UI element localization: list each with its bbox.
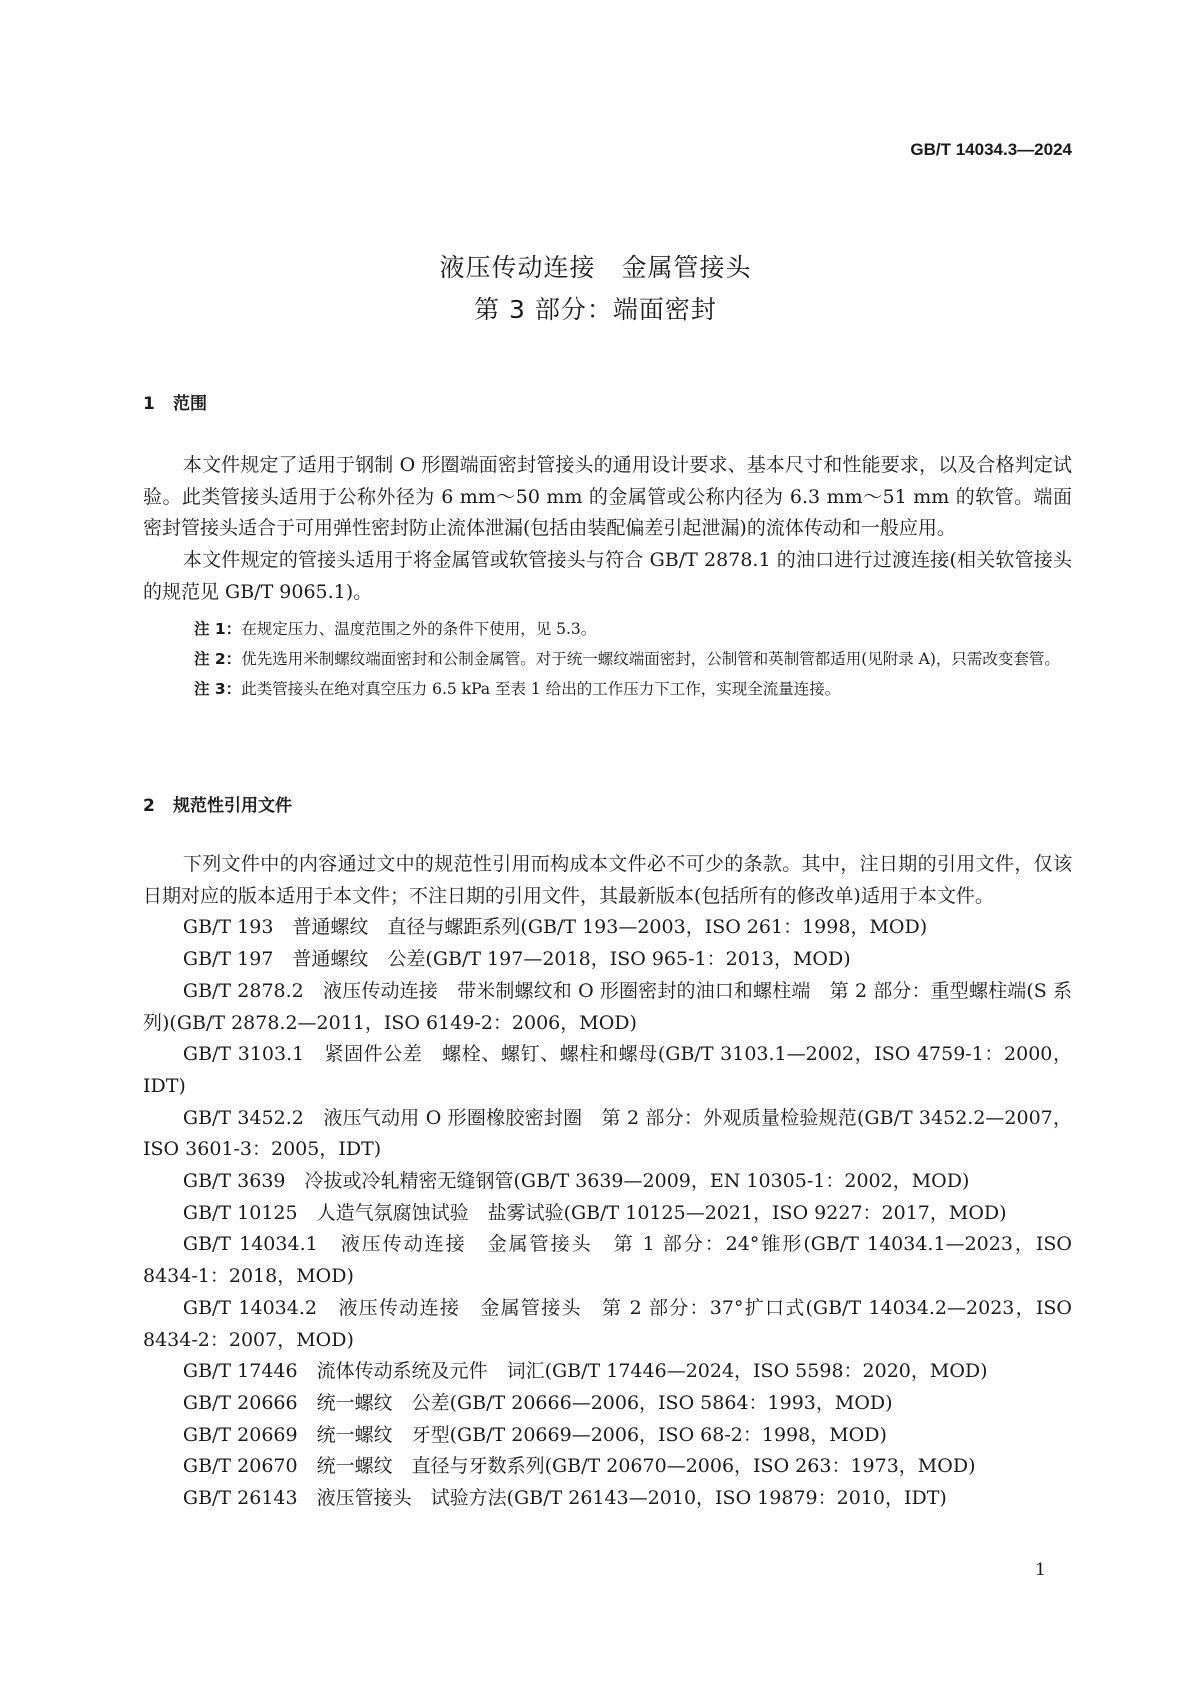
reference-item: GB/T 20669 统一螺纹 牙型(GB/T 20669—2006，ISO 68-2：1998，MOD)	[182, 1423, 887, 1446]
reference-item: GB/T 197 普通螺纹 公差(GB/T 197—2018，ISO 965-1：2013，MOD)	[182, 948, 851, 971]
reference-item: GB/T 3452.2 液压气动用 O 形圈橡胶密封圈 第 2 部分：外观质量检验规范(GB/T 3452.2—2007，ISO 3601-3：2005，IDT)	[143, 1106, 1072, 1161]
paragraph: 本文件规定了适用于钢制 O 形圈端面密封管接头的通用设计要求、基本尺寸和性能要求，以及合格判定试验。此类管接头适用于公称外径为 6 mm～50 mm 的金属管或公称内径为 6.3 mm～51 mm 的软管。端面密封管接头适合于可用弹性密封防止流体泄漏(包括由装配偏差引起泄漏)的流体传动和一般应用。	[143, 454, 1072, 540]
reference-item: GB/T 14034.1 液压传动连接 金属管接头 第 1 部分：24°锥形(GB/T 14034.1—2023，ISO 8434-1：2018，MOD)	[143, 1233, 1072, 1288]
section-title: 规范性引用文件	[173, 796, 292, 816]
section-title: 范围	[173, 394, 207, 414]
section-heading-scope	[143, 389, 207, 414]
note-label: 注 3：	[194, 679, 242, 698]
paragraph: 本文件规定的管接头适用于将金属管或软管接头与符合 GB/T 2878.1 的油口进行过渡连接(相关软管接头的规范见 GB/T 9065.1)。	[143, 549, 1072, 603]
section-heading-normative-references	[143, 791, 292, 816]
note	[143, 645, 1072, 674]
reference-item: GB/T 14034.2 液压传动连接 金属管接头 第 2 部分：37°扩口式(GB/T 14034.2—2023，ISO 8434-2：2007，MOD)	[143, 1296, 1072, 1351]
reference-item: GB/T 17446 流体传动系统及元件 词汇(GB/T 17446—2024，ISO 5598：2020，MOD)	[182, 1360, 988, 1383]
section-number: 2	[143, 796, 155, 816]
note-text: 在规定压力、温度范围之外的条件下使用，见 5.3。	[241, 619, 597, 638]
paragraph: 下列文件中的内容通过文中的规范性引用而构成本文件必不可少的条款。其中，注日期的引用文件，仅该日期对应的版本适用于本文件；不注日期的引用文件，其最新版本(包括所有的修改单)适用于本文件。	[143, 853, 1072, 907]
document-subtitle: 第 3 部分：端面密封	[474, 295, 717, 324]
document-title: 液压传动连接 金属管接头	[439, 253, 752, 282]
note-label: 注 1：	[194, 619, 242, 638]
reference-item: GB/T 3639 冷拔或冷轧精密无缝钢管(GB/T 3639—2009，EN 10305-1：2002，MOD)	[182, 1170, 970, 1193]
references-section-body	[143, 849, 1072, 1515]
note-text: 此类管接头在绝对真空压力 6.5 kPa 至表 1 给出的工作压力下工作，实现全流量连接。	[241, 679, 841, 698]
note-label: 注 2：	[194, 649, 242, 668]
reference-item: GB/T 20670 统一螺纹 直径与牙数系列(GB/T 20670—2006，ISO 263：1973，MOD)	[182, 1455, 976, 1478]
page-number: 1	[1035, 1560, 1046, 1580]
section-number: 1	[143, 394, 155, 414]
reference-item: GB/T 2878.2 液压传动连接 带米制螺纹和 O 形圈密封的油口和螺柱端 第 2 部分：重型螺柱端(S 系列)(GB/T 2878.2—2011，ISO 6149-2：2006，MOD)	[143, 979, 1072, 1034]
scope-section-body	[143, 450, 1072, 705]
reference-item: GB/T 193 普通螺纹 直径与螺距系列(GB/T 193—2003，ISO 261：1998，MOD)	[182, 916, 928, 939]
reference-item: GB/T 3103.1 紧固件公差 螺栓、螺钉、螺柱和螺母(GB/T 3103.1—2002，ISO 4759-1：2000，IDT)	[143, 1043, 1072, 1097]
reference-item: GB/T 20666 统一螺纹 公差(GB/T 20666—2006，ISO 5864：1993，MOD)	[182, 1391, 893, 1414]
reference-item: GB/T 26143 液压管接头 试验方法(GB/T 26143—2010，ISO 19879：2010，IDT)	[182, 1487, 947, 1510]
note-text: 优先选用米制螺纹端面密封和公制金属管。对于统一螺纹端面密封，公制管和英制管都适用(见附录 A)，只需改变套管。	[241, 649, 1060, 668]
standard-code: GB/T 14034.3—2024	[910, 140, 1072, 159]
note	[143, 675, 1072, 704]
reference-item: GB/T 10125 人造气氛腐蚀试验 盐雾试验(GB/T 10125—2021，ISO 9227：2017，MOD)	[182, 1201, 1007, 1224]
note	[143, 615, 1072, 644]
